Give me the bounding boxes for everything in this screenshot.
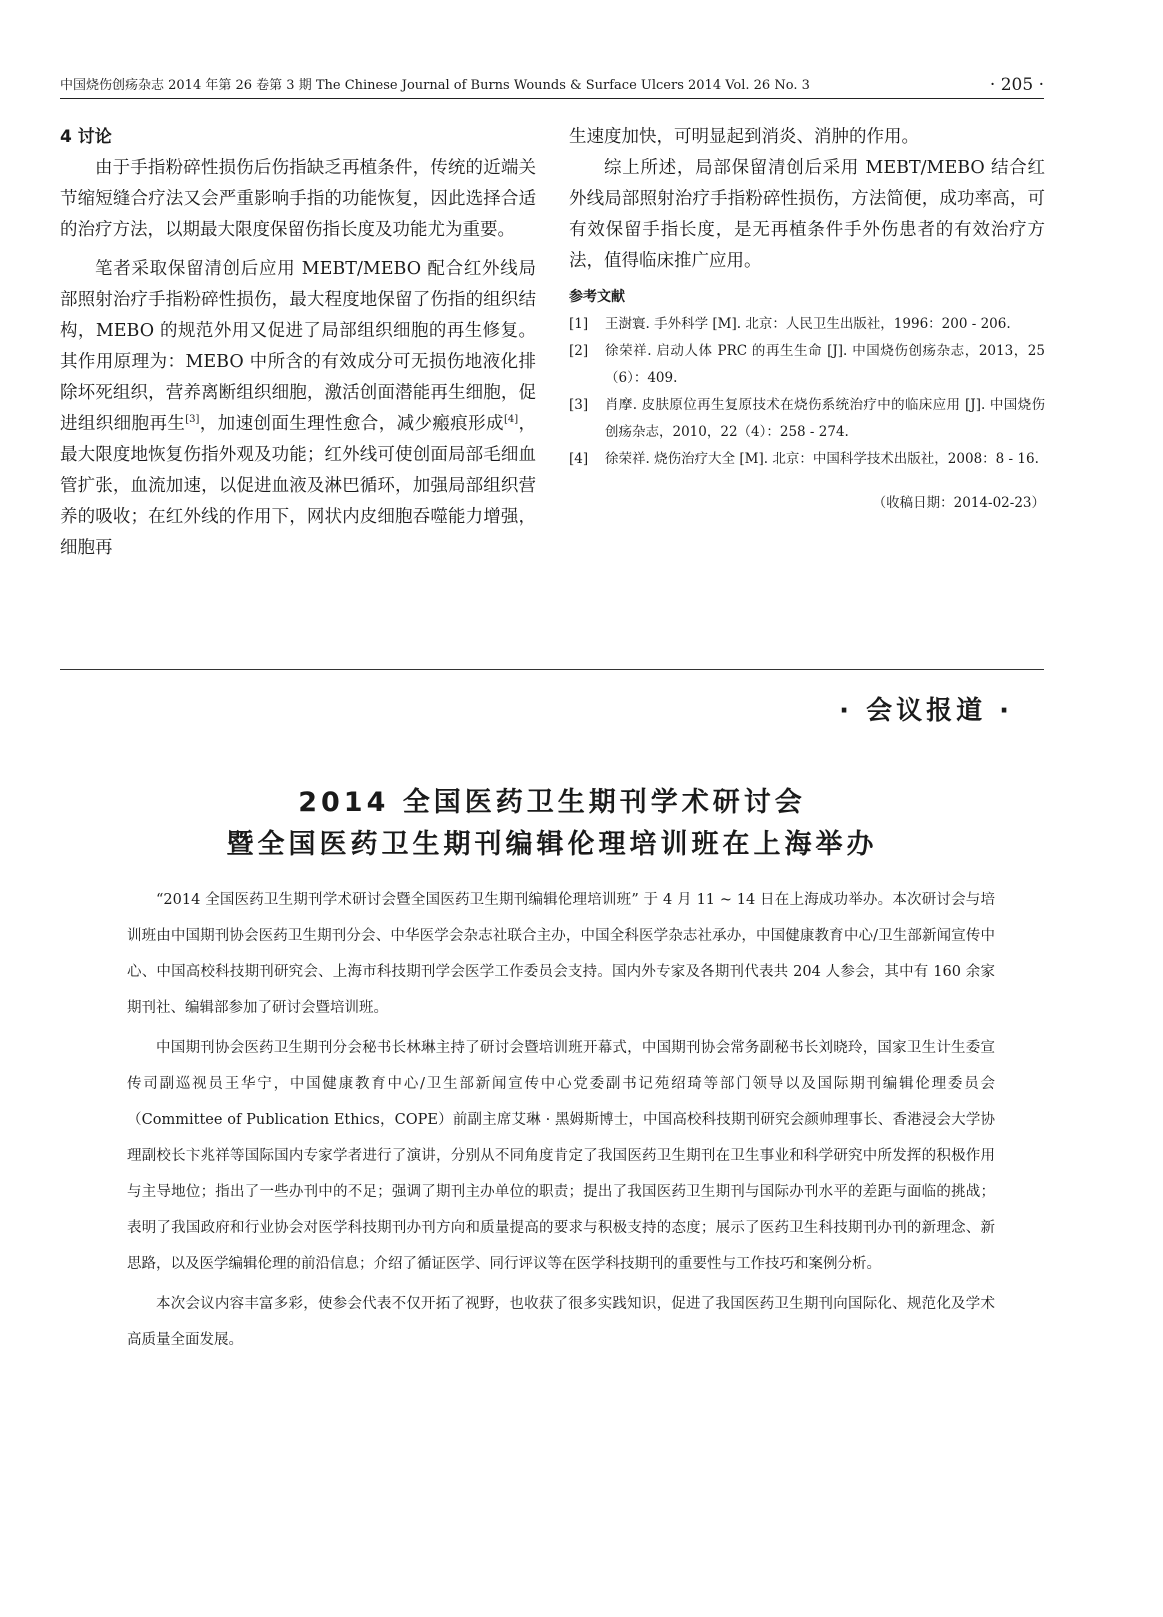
news-title-line-2: 暨全国医药卫生期刊编辑伦理培训班在上海举办 (226, 829, 878, 860)
discussion-paragraph-2-part-c: ，最大限度地恢复伤指外观及功能；红外线可使创面局部毛细血管扩张，血流加速，以促进血液及淋巴循环，加强局部组织营养的吸收；在红外线的作用下，网状内皮细胞吞噬能力增强，细胞再 (60, 414, 536, 558)
running-title: 中国烧伤创疡杂志 2014 年第 26 卷第 3 期 The Chinese Journal of Burns Wounds & Surface Ulcers 2014 Vol. 26 No. 3 (60, 78, 810, 93)
news-paragraph-2: 中国期刊协会医药卫生期刊分会秘书长林琳主持了研讨会暨培训班开幕式，中国期刊协会常务副秘书长刘晓玲，国家卫生计生委宣传司副巡视员王华宁，中国健康教育中心/卫生部新闻宣传中心党委副书记苑绍琦等部门领导以及国际期刊编辑伦理委员会（Committee of Publication Ethics，COPE）前副主席艾琳 · 黑姆斯博士，中国高校科技期刊研究会颜帅理事长、香港浸会大学协理副校长卞兆祥等国际国内专家学者进行了演讲，分别从不同角度肯定了我国医药卫生期刊在卫生事业和科学研究中所发挥的积极作用与主导地位；指出了一些办刊中的不足；强调了期刊主办单位的职责；提出了我国医药卫生期刊与国际办刊水平的差距与面临的挑战；表明了我国政府和行业协会对医学科技期刊办刊方向和质量提高的要求与积极支持的态度；展示了医药卫生科技期刊办刊的新理念、新思路，以及医学编辑伦理的前沿信息；介绍了循证医学、同行评议等在医学科技期刊的重要性与工作技巧和案例分析。 (127, 1040, 995, 1272)
reference-text: 徐荣祥. 烧伤治疗大全 [M]. 北京：中国科学技术出版社，2008：8 - 16. (605, 451, 1039, 467)
reference-number: [3] (569, 397, 589, 413)
news-paragraph-3: 本次会议内容丰富多彩，使参会代表不仅开拓了视野，也收获了很多实践知识，促进了我国医药卫生期刊向国际化、规范化及学术高质量全面发展。 (127, 1296, 995, 1348)
citation-3: [3] (185, 414, 200, 426)
news-title-line-1: 2014 全国医药卫生期刊学术研讨会 (298, 787, 806, 818)
reference-item (569, 338, 1045, 392)
discussion-paragraph-3: 综上所述，局部保留清创后采用 MEBT/MEBO 结合红外线局部照射治疗手指粉碎性损伤，方法简便，成功率高，可有效保留手指长度，是无再植条件手外伤患者的有效治疗方法，值得临床推广应用。 (569, 158, 1045, 271)
citation-4: [4] (503, 414, 519, 426)
discussion-paragraph-2 (60, 254, 536, 564)
news-body (127, 882, 995, 1358)
discussion-paragraph-1: 由于手指粉碎性损伤后伤指缺乏再植条件，传统的近端关节缩短缝合疗法又会严重影响手指的功能恢复，因此选择合适的治疗方法，以期最大限度保留伤指长度及功能尤为重要。 (60, 158, 536, 240)
reference-number: [2] (569, 343, 589, 359)
reference-item (569, 311, 1045, 338)
reference-text: 肖摩. 皮肤原位再生复原技术在烧伤系统治疗中的临床应用 [J]. 中国烧伤创疡杂志，2010，22（4）：258 - 274. (605, 397, 1045, 440)
column-label: · 会议报道 · (839, 696, 1013, 726)
references-heading: 参考文献 (569, 289, 625, 305)
section-heading-discussion: 4 讨论 (60, 127, 112, 147)
running-header (60, 72, 1044, 99)
reference-number: [1] (569, 316, 589, 332)
news-paragraph-1: “2014 全国医药卫生期刊学术研讨会暨全国医药卫生期刊编辑伦理培训班” 于 4 月 11 ~ 14 日在上海成功举办。本次研讨会与培训班由中国期刊协会医药卫生期刊分会、中华医学会杂志社联合主办，中国全科医学杂志社承办，中国健康教育中心/卫生部新闻宣传中心、中国高校科技期刊研究会、上海市科技期刊学会医学工作委员会支持。国内外专家及各期刊代表共 204 人参会，其中有 160 余家期刊社、编辑部参加了研讨会暨培训班。 (127, 892, 995, 1016)
discussion-paragraph-2-part-a: 笔者采取保留清创后应用 MEBT/MEBO 配合红外线局部照射治疗手指粉碎性损伤，最大程度地保留了伤指的组织结构，MEBO 的规范外用又促进了局部组织细胞的再生修复。其作用原理为：MEBO 中所含的有效成分可无损伤地液化排除坏死组织，营养离断组织细胞，激活创面潜能再生细胞，促进组织细胞再生 (60, 259, 536, 434)
right-column (569, 122, 1045, 515)
discussion-paragraph-2-part-b: ，加速创面生理性愈合，减少瘢痕形成 (199, 414, 504, 434)
reference-text: 徐荣祥. 启动人体 PRC 的再生生命 [J]. 中国烧伤创疡杂志，2013，25（6）：409. (605, 343, 1045, 386)
reference-item (569, 392, 1045, 446)
reference-text: 王澍寰. 手外科学 [M]. 北京：人民卫生出版社，1996：200 - 206. (605, 316, 1011, 332)
section-divider (60, 669, 1044, 670)
left-column (60, 122, 536, 564)
discussion-paragraph-2-continued: 生速度加快，可明显起到消炎、消肿的作用。 (569, 127, 919, 147)
reference-list (569, 311, 1045, 473)
reference-item (569, 446, 1045, 473)
received-date: （收稿日期：2014-02-23） (872, 495, 1045, 511)
page-number: · 205 · (989, 75, 1044, 95)
reference-number: [4] (569, 451, 589, 467)
